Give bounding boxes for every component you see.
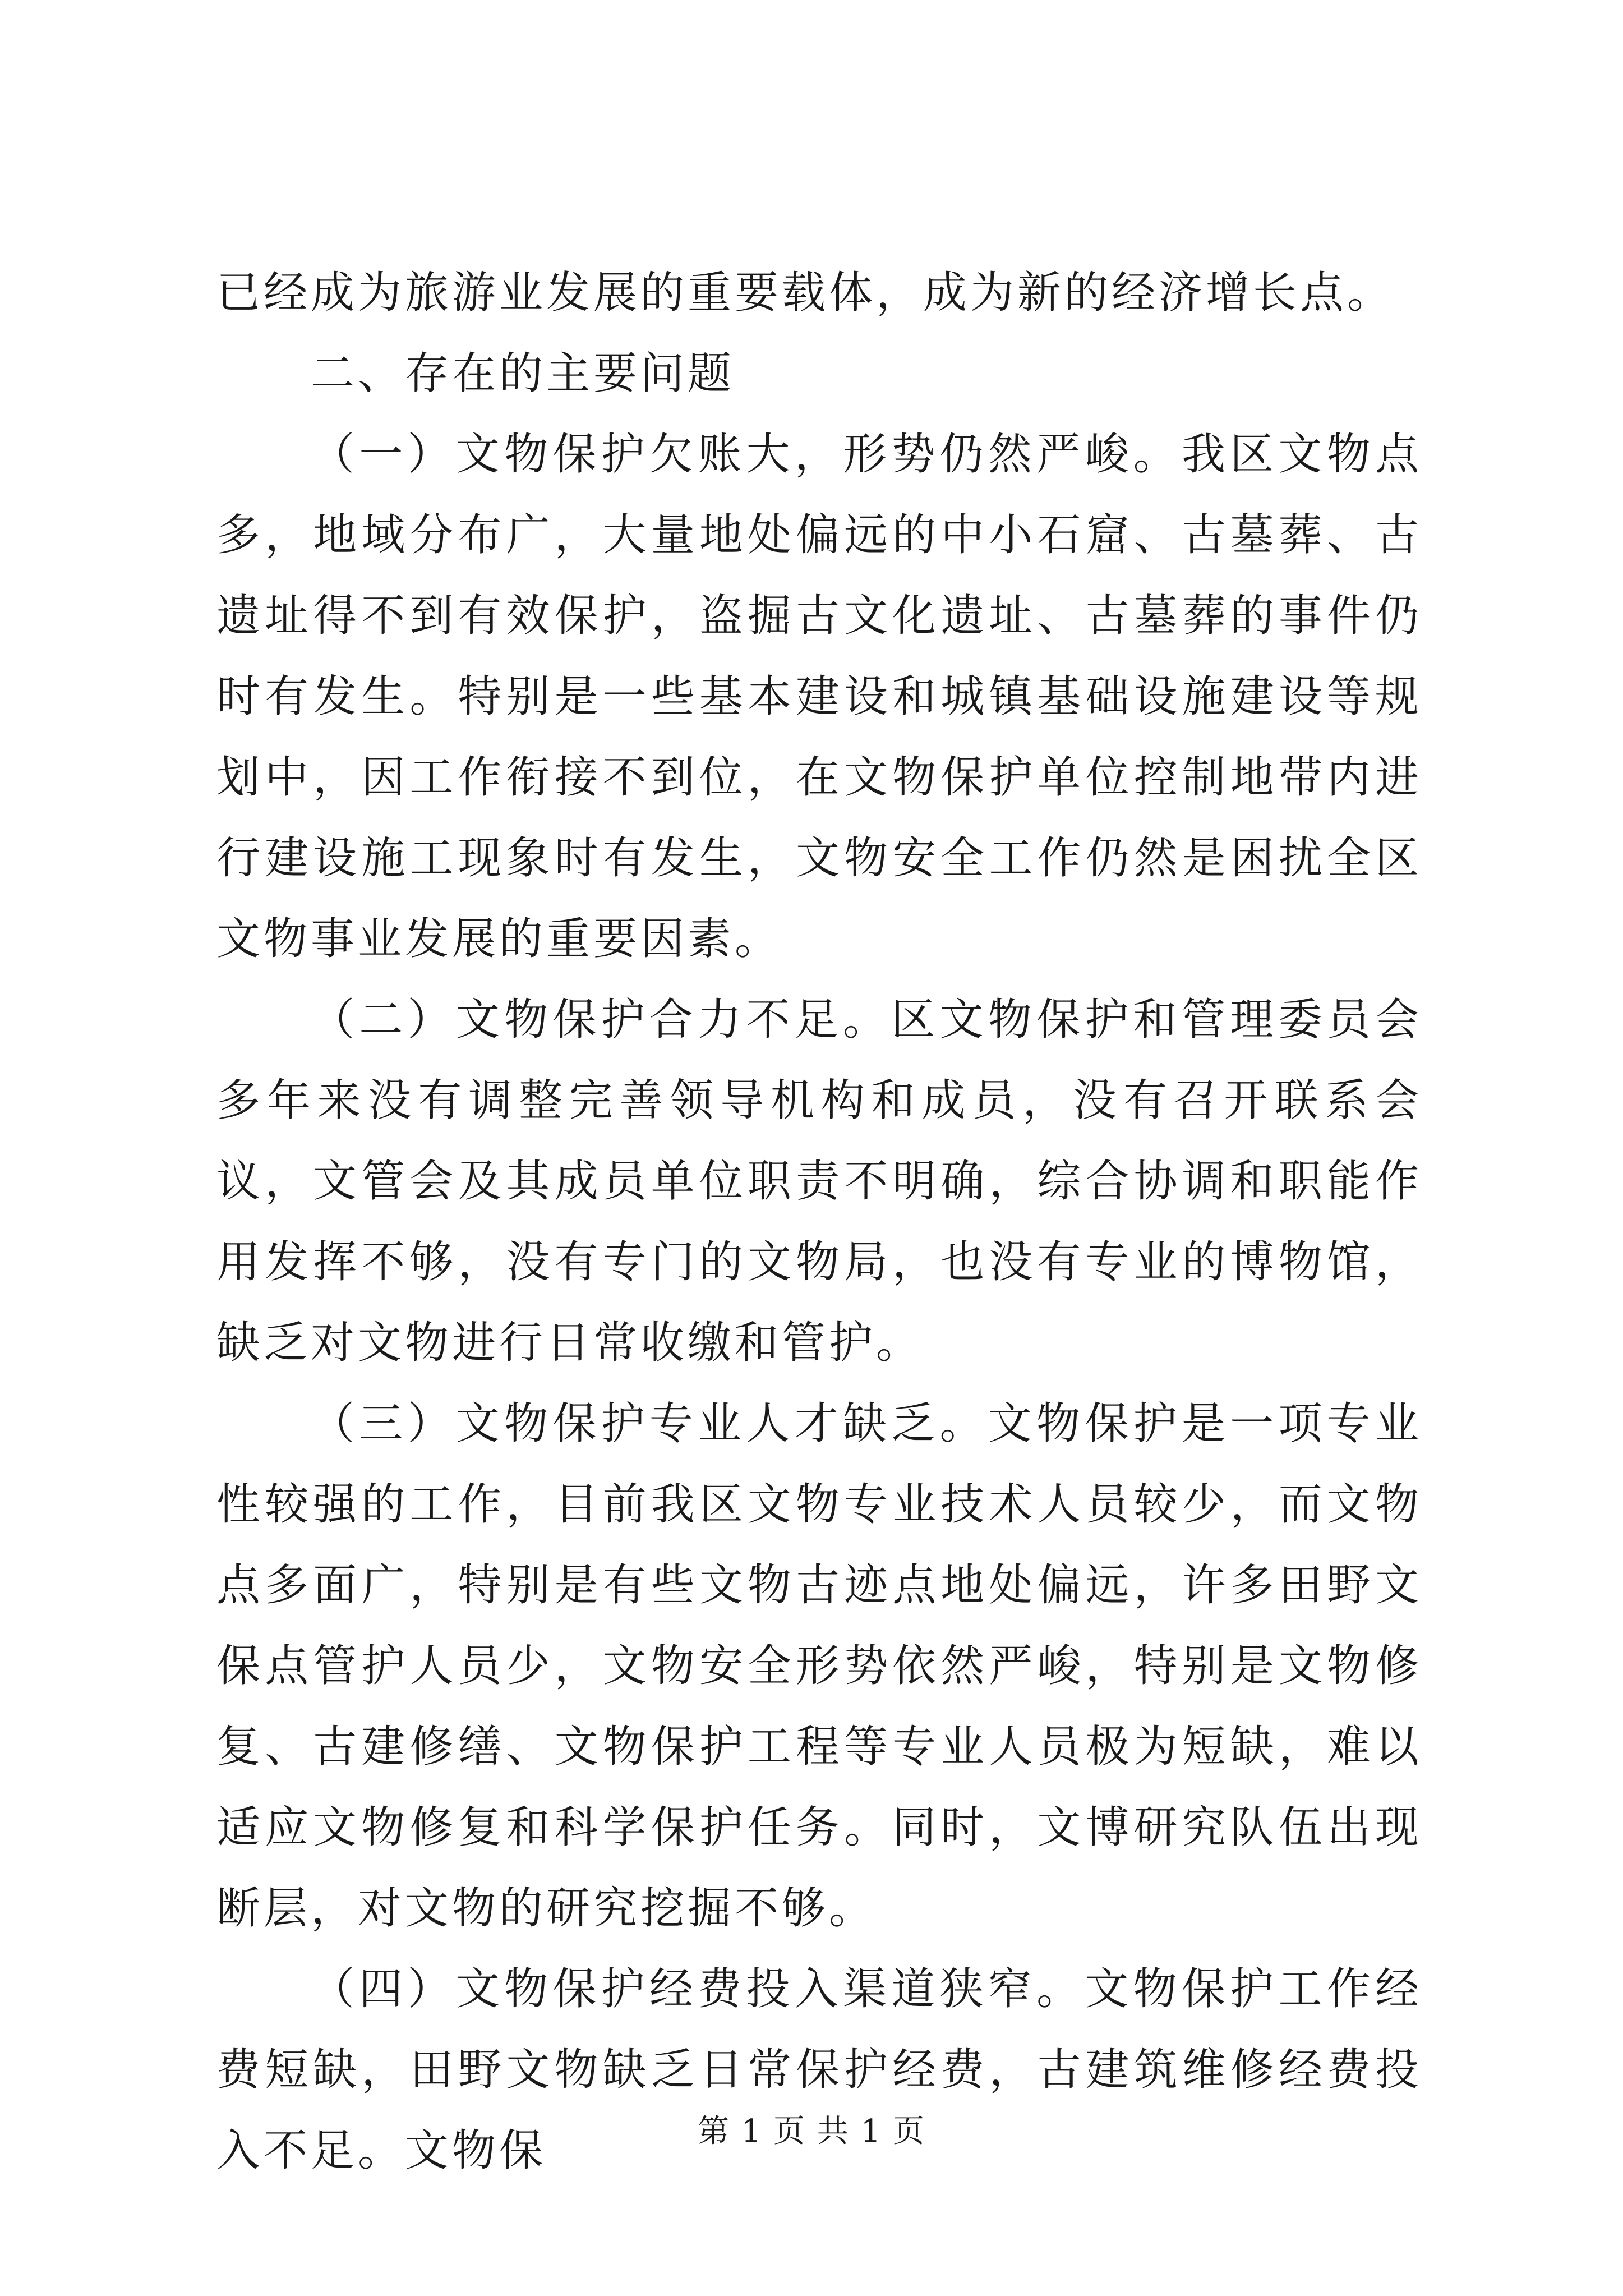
- paragraph-issue-3: （三）文物保护专业人才缺乏。文物保护是一项专业性较强的工作，目前我区文物专业技术人员较少，而文物点多面广，特别是有些文物古迹点地处偏远，许多田野文保点管护人员少，文物安全形势依然严峻，特别是文物修复、古建修缮、文物保护工程等专业人员极为短缺，难以适应文物修复和科学保护任务。同时，文博研究队伍出现断层，对文物的研究挖掘不够。: [216, 1398, 1422, 1934]
- paragraph-issue-2: （二）文物保护合力不足。区文物保护和管理委员会多年来没有调整完善领导机构和成员，没有召开联系会议，文管会及其成员单位职责不明确，综合协调和职能作用发挥不够，没有专门的文物局，也没有专业的博物馆，缺乏对文物进行日常收缴和管护。: [216, 995, 1422, 1368]
- paragraph-continuation: 已经成为旅游业发展的重要载体，成为新的经济增长点。: [216, 268, 1395, 318]
- page-footer: 第 1 页 共 1 页: [697, 2113, 926, 2150]
- paragraph-issue-1: （一）文物保护欠账大，形势仍然严峻。我区文物点多，地域分布广，大量地处偏远的中小石窟、古墓葬、古遗址得不到有效保护，盗掘古文化遗址、古墓葬的事件仍时有发生。特别是一些基本建设和城镇基础设施建设等规划中，因工作衔接不到位，在文物保护单位控制地带内进行建设施工现象时有发生，文物安全工作仍然是困扰全区文物事业发展的重要因素。: [216, 429, 1422, 964]
- paragraph-issue-4: （四）文物保护经费投入渠道狭窄。文物保护工作经费短缺，田野文物缺乏日常保护经费，古建筑维修经费投入不足。文物保: [216, 1964, 1422, 2176]
- document-body: [216, 252, 1422, 2191]
- section-heading: 二、存在的主要问题: [311, 348, 735, 399]
